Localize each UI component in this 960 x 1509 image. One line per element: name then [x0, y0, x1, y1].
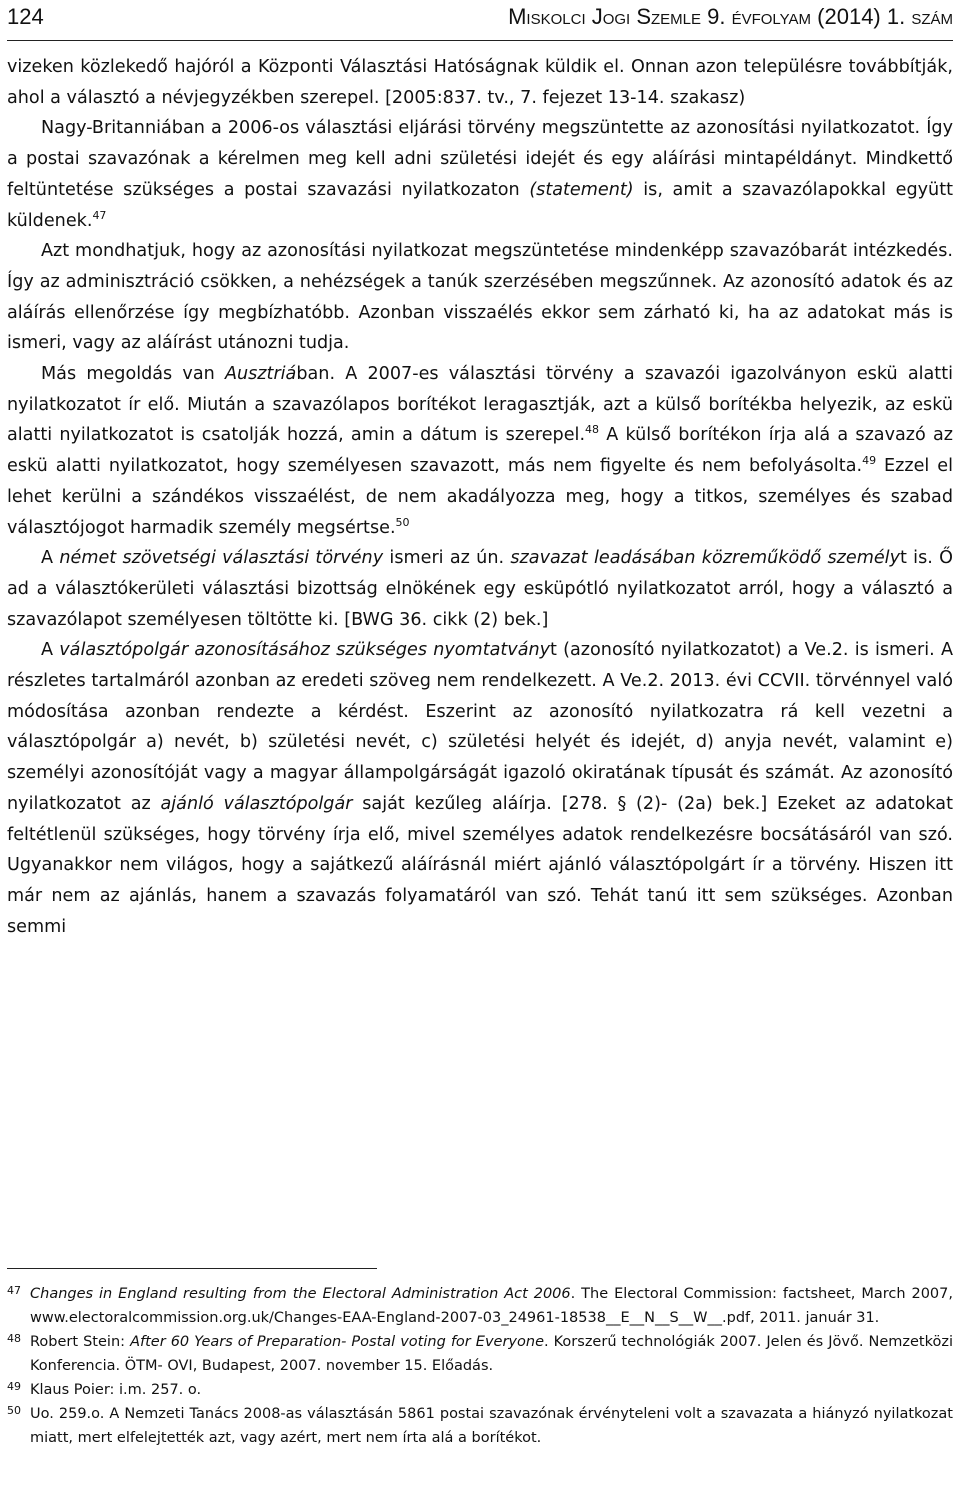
- italic-text: német szövetségi választási törvény: [59, 548, 384, 569]
- paragraph: [7, 52, 953, 113]
- text-run: Más megoldás van: [41, 364, 225, 385]
- paragraph: [7, 113, 953, 236]
- italic-text: szavazat leadásában közreműködő személy: [510, 548, 900, 569]
- text-run: ismeri az ún.: [383, 548, 511, 569]
- text-run: Nagy-Britanniában a 2006-os választási eljárási törvény megszüntette az azonosítási nyilatkozatot. Így a postai szavazónak a kérelmen meg kell adni születési idejét és egy aláírási mintapéldányt. Mindkettő feltüntetése szükséges a postai szavazási nyilatkozaton: [7, 118, 953, 200]
- footnotes: [7, 1282, 953, 1450]
- text-run: . The Electoral Commission: factsheet, March 2007, www.electoralcommission.org.uk/Changes-EAA-England-2007-03_24961-18538__E__N__S__W__.pdf, 2011. január 31.: [30, 1286, 953, 1326]
- footnote: [7, 1402, 953, 1450]
- page-number: 124: [7, 4, 44, 29]
- text-run: A: [41, 640, 60, 661]
- footnote: [7, 1378, 953, 1402]
- text-run: A külső borítékon írja alá a szavazó az eskü alatti nyilatkozatot, hogy személyesen szavazott, más nem figyelte és nem befolyásolta.: [7, 425, 953, 477]
- paragraph: [7, 236, 953, 359]
- footnote-ref: 48: [585, 423, 600, 437]
- text-run: t (azonosító nyilatkozatot) a Ve.2. is ismeri. A részletes tartalmáról azonban az eredeti szöveg nem rendelkezett. A Ve.2. 2013. évi CCVII. törvénnyel való módosítása azonban rendezte a kérdést. Eszerint az azonosító nyilatkozatra rá kell vezetni a választópolgár a) nevét, b) születési nevét, c) születési helyét és idejét, d) anyja nevét, valamint e) személyi azonosítóját vagy a magyar állampolgárságát igazoló okiratának típusát és számát. Az azonosító nyilatkozatot az: [7, 640, 953, 814]
- text-run: vizeken közlekedő hajóról a Központi Választási Hatóságnak küldik el. Onnan azon településre továbbítják, ahol a választó a névjegyzékben szerepel. [2005:837. tv., 7. fejezet 13-14. szakasz): [7, 57, 953, 108]
- text-run: saját kezűleg aláírja. [278. § (2)- (2a) bek.] Ezeket az adatokat feltétlenül szükséges, hogy törvény írja elő, mivel személyes adatok rendelkezésre bocsátásáról van szó. Ugyanakkor nem világos, hogy a sajátkezű aláírásnál miért ajánló választópolgárt ír a törvény. Hiszen itt már nem az ajánlás, hanem a szavazás folyamatáról van szó. Tehát tanú itt sem szükséges. Azonban semmi: [7, 793, 953, 937]
- text-run: Uo. 259.o. A Nemzeti Tanács 2008-as választásán 5861 postai szavazónak érvényteleni volt a szavazata a hiányzó nyilatkozat miatt, mert elfelejtették azt, vagy azért, mert nem írta alá a borítékot.: [30, 1406, 953, 1446]
- text-run: ban. A 2007-es választási törvény a szavazói igazolványon eskü alatti nyilatkozatot ír elő. Miután a szavazólapos borítékot leragasztják, azt a külső borítékba helyezik, az eskü alatti nyilatkozatot is csatolják hozzá, amin a dátum is szerepel.: [7, 364, 953, 446]
- text-run: Klaus Poier: i.m. 257. o.: [30, 1382, 202, 1398]
- footnote-ref: 47: [92, 208, 107, 222]
- journal-title: Miskolci Jogi Szemle 9. évfolyam (2014) 1. szám: [508, 4, 953, 29]
- text-run: t is. Ő ad a választókerületi választási bizottság elnökének egy esküpótló nyilatkozatot arról, hogy a választó a szavazólapot személyesen töltötte ki. [BWG 36. cikk (2) bek.]: [7, 548, 953, 630]
- italic-text: Changes in England resulting from the Electoral Administration Act 2006: [30, 1286, 571, 1302]
- paragraph: [7, 635, 953, 942]
- text-run: Robert Stein:: [30, 1334, 131, 1350]
- footnote: [7, 1330, 953, 1378]
- italic-text: ajánló választópolgár: [160, 793, 353, 814]
- footnote-separator: [7, 1268, 377, 1269]
- footnote: [7, 1282, 953, 1330]
- paragraph: [7, 543, 953, 635]
- footnote-ref: 50: [395, 515, 410, 529]
- text-run: is, amit a szavazólapokkal együtt küldenek.: [7, 179, 953, 231]
- paragraph: [7, 359, 953, 543]
- italic-text: választópolgár azonosításához szükséges nyomtatvány: [59, 640, 551, 661]
- text-run: . Korszerű technológiák 2007. Jelen és Jövő. Nemzetközi Konferencia. ÖTM- OVI, Budapest, 2007. november 15. Előadás.: [30, 1334, 953, 1374]
- footnote-number: 49: [7, 1380, 21, 1393]
- text-run: Azt mondhatjuk, hogy az azonosítási nyilatkozat megszüntetése mindenképp szavazóbarát intézkedés. Így az adminisztráció csökken, a nehézségek a tanúk szerzésében megszűnnek. Az azonosító adatok és az aláírás ellenőrzése így megbízhatóbb. Azonban visszaélés ekkor sem zárható ki, ha az adatokat más is ismeri, vagy az aláírást utánozni tudja.: [7, 241, 953, 354]
- body-text: [7, 52, 953, 942]
- page-header: [7, 0, 953, 41]
- text-run: Ezzel el lehet kerülni a szándékos visszaélést, de nem akadályozza meg, hogy a titkos, személyes és szabad választójogot harmadik személy megsértse.: [7, 456, 953, 538]
- text-run: A: [41, 548, 60, 569]
- italic-text: Ausztriá: [224, 364, 297, 385]
- italic-text: After 60 Years of Preparation- Postal voting for Everyone: [130, 1334, 544, 1350]
- italic-text: (statement): [529, 179, 634, 200]
- footnote-number: 48: [7, 1332, 21, 1345]
- footnote-ref: 49: [862, 454, 877, 468]
- footnote-number: 50: [7, 1404, 21, 1417]
- footnote-number: 47: [7, 1284, 21, 1297]
